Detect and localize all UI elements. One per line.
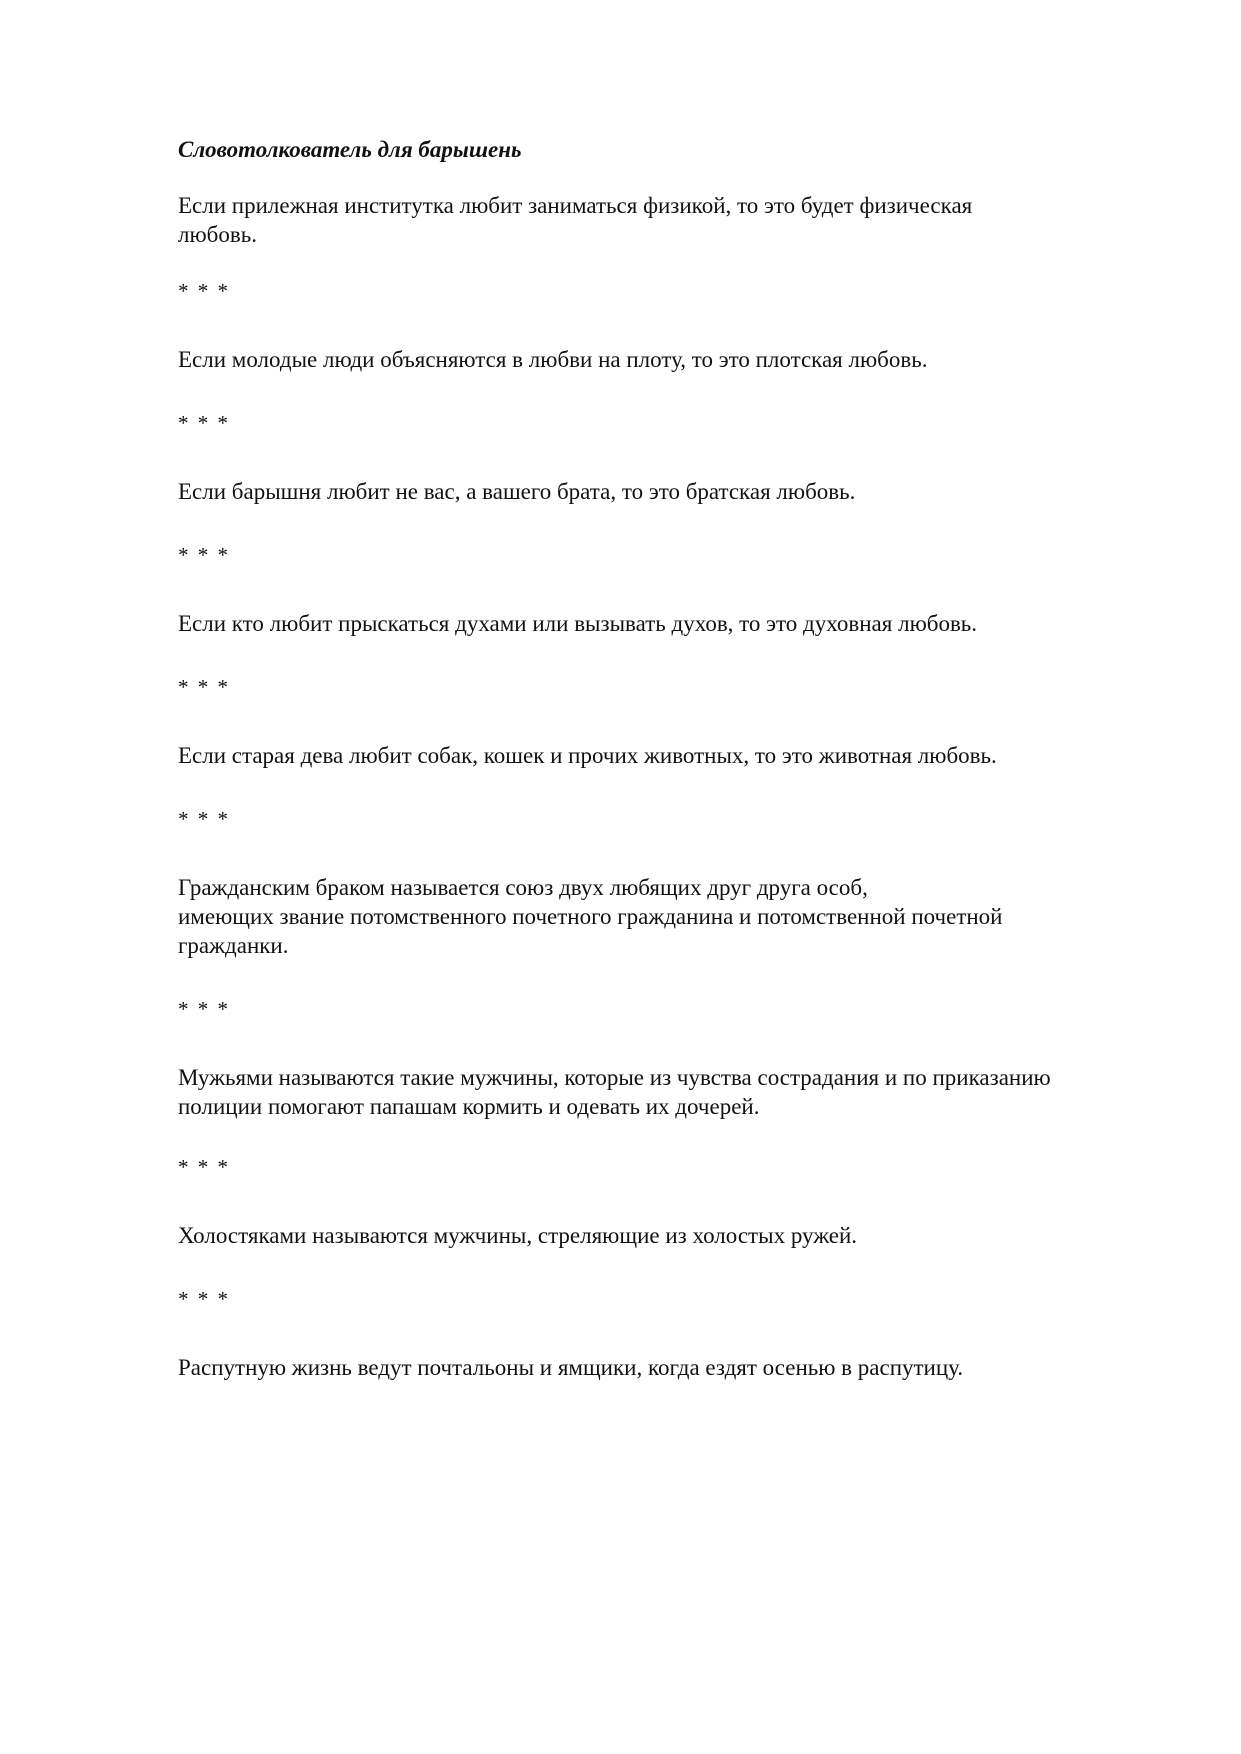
entry-civil-marriage [178,873,1138,960]
document-page [178,136,1138,1382]
separator: * * * [178,411,230,435]
entry-husbands [178,1063,1138,1121]
entry-dissolute-life [178,1353,1138,1382]
separator: * * * [178,1155,230,1179]
entry-line: любовь. [178,222,257,247]
entry-carnal-love [178,345,1138,374]
entry-brotherly-love [178,477,1138,506]
separator: * * * [178,543,230,567]
entry-line: Гражданским браком называется союз двух любящих друг друга особ, [178,875,868,900]
entry-line: Холостяками называются мужчины, стреляющие из холостых ружей. [178,1223,858,1248]
entry-line: гражданки. [178,933,289,958]
separator: * * * [178,997,230,1021]
entry-line: Мужьями называются такие мужчины, которые из чувства сострадания и по приказанию [178,1065,1051,1090]
entry-line: Если кто любит прыскаться духами или вызывать духов, то это духовная любовь. [178,611,978,636]
entry-line: имеющих звание потомственного почетного гражданина и потомственной почетной [178,904,1003,929]
entry-spiritual-love [178,609,1138,638]
entry-line: полиции помогают папашам кормить и одевать их дочерей. [178,1094,760,1119]
document-title: Словотолкователь для барышень [178,137,522,162]
entry-animal-love [178,741,1138,770]
separator: * * * [178,1287,230,1311]
separator: * * * [178,279,230,303]
entry-line: Если старая дева любит собак, кошек и прочих животных, то это животная любовь. [178,743,997,768]
entry-line: Если прилежная институтка любит заниматься физикой, то это будет физическая [178,193,973,218]
entry-physical-love [178,191,1138,249]
entry-line: Распутную жизнь ведут почтальоны и ямщики, когда ездят осенью в распутицу. [178,1355,964,1380]
entry-line: Если молодые люди объясняются в любви на плоту, то это плотская любовь. [178,347,928,372]
separator: * * * [178,807,230,831]
entry-line: Если барышня любит не вас, а вашего брата, то это братская любовь. [178,479,856,504]
separator: * * * [178,675,230,699]
entry-bachelors [178,1221,1138,1250]
